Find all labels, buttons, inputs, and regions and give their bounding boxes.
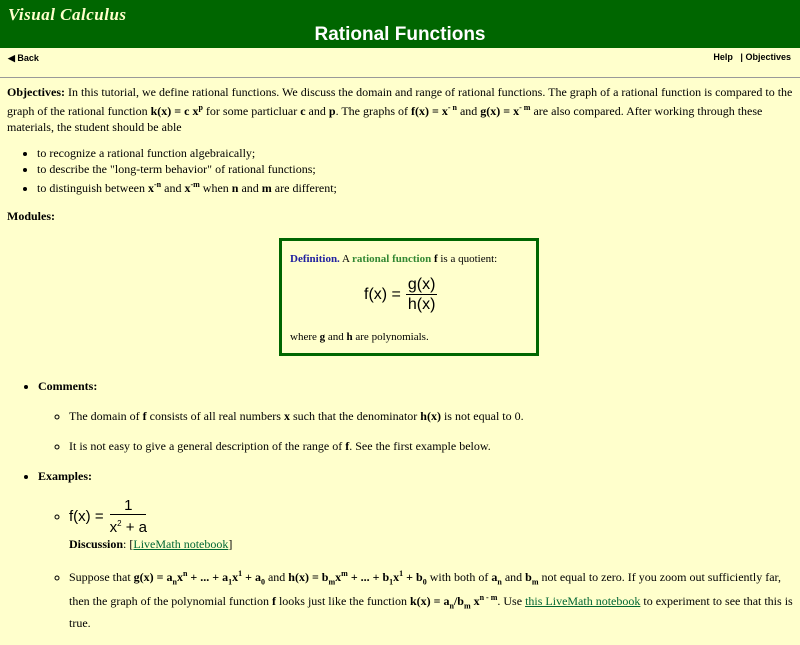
definition-footer: [290, 329, 429, 345]
objectives-text: and: [305, 104, 329, 118]
p-var: p: [328, 104, 336, 118]
goal-exp-m: -m: [190, 180, 200, 189]
definition-word: Definition.: [290, 253, 340, 265]
back-link[interactable]: ◀ Back: [8, 53, 39, 63]
example-denominator: [108, 515, 149, 536]
g-poly: g(x) = a: [133, 570, 173, 584]
comment-f: f: [345, 439, 350, 453]
x: x: [335, 570, 342, 584]
header-bar: [0, 0, 800, 48]
comment-f: f: [142, 409, 147, 423]
k-func-slash: /b: [453, 594, 464, 609]
c-var: c: [300, 104, 306, 118]
goal-text: to distinguish between: [37, 181, 148, 195]
this-livemath-notebook-link[interactable]: this LiveMath notebook: [525, 594, 641, 609]
sub: m: [463, 601, 471, 611]
h-poly-mid: + ... + b: [347, 570, 390, 584]
example-numerator: 1: [110, 498, 146, 515]
objectives-text: and: [456, 104, 481, 118]
nav-right-links: [713, 52, 791, 62]
comment-text: The domain of: [69, 409, 143, 423]
definition-text: are polynomials.: [352, 331, 429, 343]
sub: 0: [422, 577, 427, 587]
sub: 1: [389, 577, 394, 587]
x: x: [393, 570, 400, 584]
discussion-line: [69, 537, 232, 551]
sup: 1: [399, 569, 404, 578]
example-text: and: [264, 570, 289, 584]
definition-text: where: [290, 331, 320, 343]
divider: [0, 77, 800, 78]
main-content: [7, 84, 793, 645]
comment-item: [69, 438, 793, 454]
h-poly: h(x) = b: [288, 570, 329, 584]
formula-fraction: [406, 275, 438, 314]
objectives-paragraph: [7, 84, 793, 135]
sub: n: [449, 601, 454, 611]
example-text: to experiment to see that this is true.: [69, 594, 793, 630]
kx-exponent: p: [198, 103, 203, 112]
main-list: [7, 378, 793, 631]
objectives-label: Objectives:: [7, 85, 65, 99]
sup: n: [182, 569, 188, 578]
x: x: [176, 570, 183, 584]
example-formula-lhs: ◦ f(x) =: [69, 508, 104, 525]
x: x: [232, 570, 239, 584]
comments-list: [38, 408, 793, 454]
example-item: [69, 566, 793, 631]
discussion-label: Discussion: [69, 537, 124, 551]
x: x: [470, 594, 480, 609]
definition-h: h: [346, 331, 353, 343]
example-text: looks just like the function: [275, 594, 410, 609]
discussion-text: : [: [123, 537, 134, 551]
discussion-text: ]: [228, 537, 233, 551]
formula-lhs: f(x) =: [364, 285, 401, 303]
nav-bar: [0, 50, 800, 66]
goal-item: • to describe the "long-term behavior" of rational functions;: [37, 161, 793, 177]
k-func: k(x) = a: [409, 594, 450, 609]
comment-item: [69, 408, 793, 424]
objectives-text: are also compared. After working through these materials, the student should be able: [7, 104, 763, 134]
sub: 0: [260, 577, 265, 587]
definition-g: g: [319, 331, 326, 343]
goal-text: and: [161, 181, 185, 195]
goals-list: [7, 145, 793, 196]
goal-text: and: [238, 181, 262, 195]
goal-x: x: [184, 181, 191, 195]
definition-text: and: [325, 331, 347, 343]
g-poly-end: + a: [242, 570, 261, 584]
gx-exponent: - m: [519, 103, 531, 112]
b-m: b: [525, 570, 532, 584]
definition-text: is a quotient:: [437, 253, 498, 265]
sub: m: [328, 577, 336, 587]
objectives-text: In this tutorial, we define rational functions. We discuss the domain and range of rational functions. The graph of a rational function is compared to the graph of the rational function: [7, 85, 793, 118]
example-text: with both of: [426, 570, 492, 584]
fraction-numerator: g(x): [407, 276, 436, 293]
a-n: a: [491, 570, 498, 584]
gx-formula: g(x) = x: [480, 104, 520, 118]
example-text: and: [501, 570, 526, 584]
example-text: not equal to zero. If you zoom out sufficiently far, then the graph of the polynomial function: [69, 570, 782, 609]
sub: 1: [228, 577, 233, 587]
objectives-text: for some particluar: [202, 104, 301, 118]
fx-exponent: - n: [447, 103, 457, 112]
den-exp: 2: [117, 519, 122, 528]
sub: m: [531, 577, 539, 587]
objectives-link[interactable]: Objectives: [745, 52, 791, 62]
definition-f: f: [433, 253, 438, 265]
help-link[interactable]: Help: [713, 52, 733, 62]
goal-x: x: [148, 181, 154, 195]
examples-heading: Examples:: [38, 469, 92, 483]
examples-list: [38, 498, 793, 631]
example-text: Suppose that: [69, 570, 134, 584]
livemath-notebook-link[interactable]: LiveMath notebook: [133, 537, 229, 551]
examples-section: [38, 468, 793, 631]
sup: 1: [238, 569, 243, 578]
sub: n: [172, 577, 177, 587]
comment-text: consists of all real numbers: [146, 409, 284, 423]
goal-item: [37, 177, 793, 196]
h-poly-end: + b: [403, 570, 423, 584]
comment-text: such that the denominator: [289, 409, 421, 423]
goal-n: n: [231, 181, 239, 195]
comments-section: [38, 378, 793, 454]
modules-heading: Modules:: [7, 209, 55, 223]
fx-formula: f(x) = x: [411, 104, 448, 118]
comment-text: It is not easy to give a general description of the range of: [69, 439, 346, 453]
den-rest: + a: [121, 519, 147, 536]
goal-m: m: [261, 181, 272, 195]
brand-logo: Visual Calculus: [8, 5, 127, 24]
objectives-text: . The graphs of: [335, 104, 411, 118]
goal-text: are different;: [271, 181, 337, 195]
den-x: x: [109, 519, 118, 536]
comment-x: x: [283, 409, 290, 423]
example-formula: [69, 498, 149, 536]
kx-formula: k(x) = c x: [150, 104, 199, 118]
nav-separator: |: [740, 52, 743, 62]
definition-formula: [364, 275, 437, 314]
example-text: . Use: [497, 594, 526, 609]
example-item: [69, 498, 793, 552]
definition-text: A: [339, 253, 353, 265]
goal-item: • to recognize a rational function algebraically;: [37, 145, 793, 161]
goal-text: when: [199, 181, 232, 195]
page-title: Rational Functions: [314, 24, 486, 45]
goal-exp-n: -n: [154, 180, 162, 189]
definition-intro: [290, 251, 497, 267]
g-poly-mid: + ... + a: [187, 570, 229, 584]
comments-heading: Comments:: [38, 379, 98, 393]
example-fraction: [108, 498, 149, 536]
rational-function-term: rational function: [352, 253, 432, 265]
fraction-denominator: h(x): [407, 296, 436, 313]
sup: n - m: [479, 593, 498, 603]
sub: n: [497, 577, 502, 587]
definition-box: [279, 238, 539, 356]
comment-text: is not equal to 0.: [440, 409, 524, 423]
comment-hx: h(x): [420, 409, 441, 423]
sup: m: [341, 569, 348, 578]
comment-text: . See the first example below.: [349, 439, 491, 453]
f-var: f: [271, 594, 276, 609]
